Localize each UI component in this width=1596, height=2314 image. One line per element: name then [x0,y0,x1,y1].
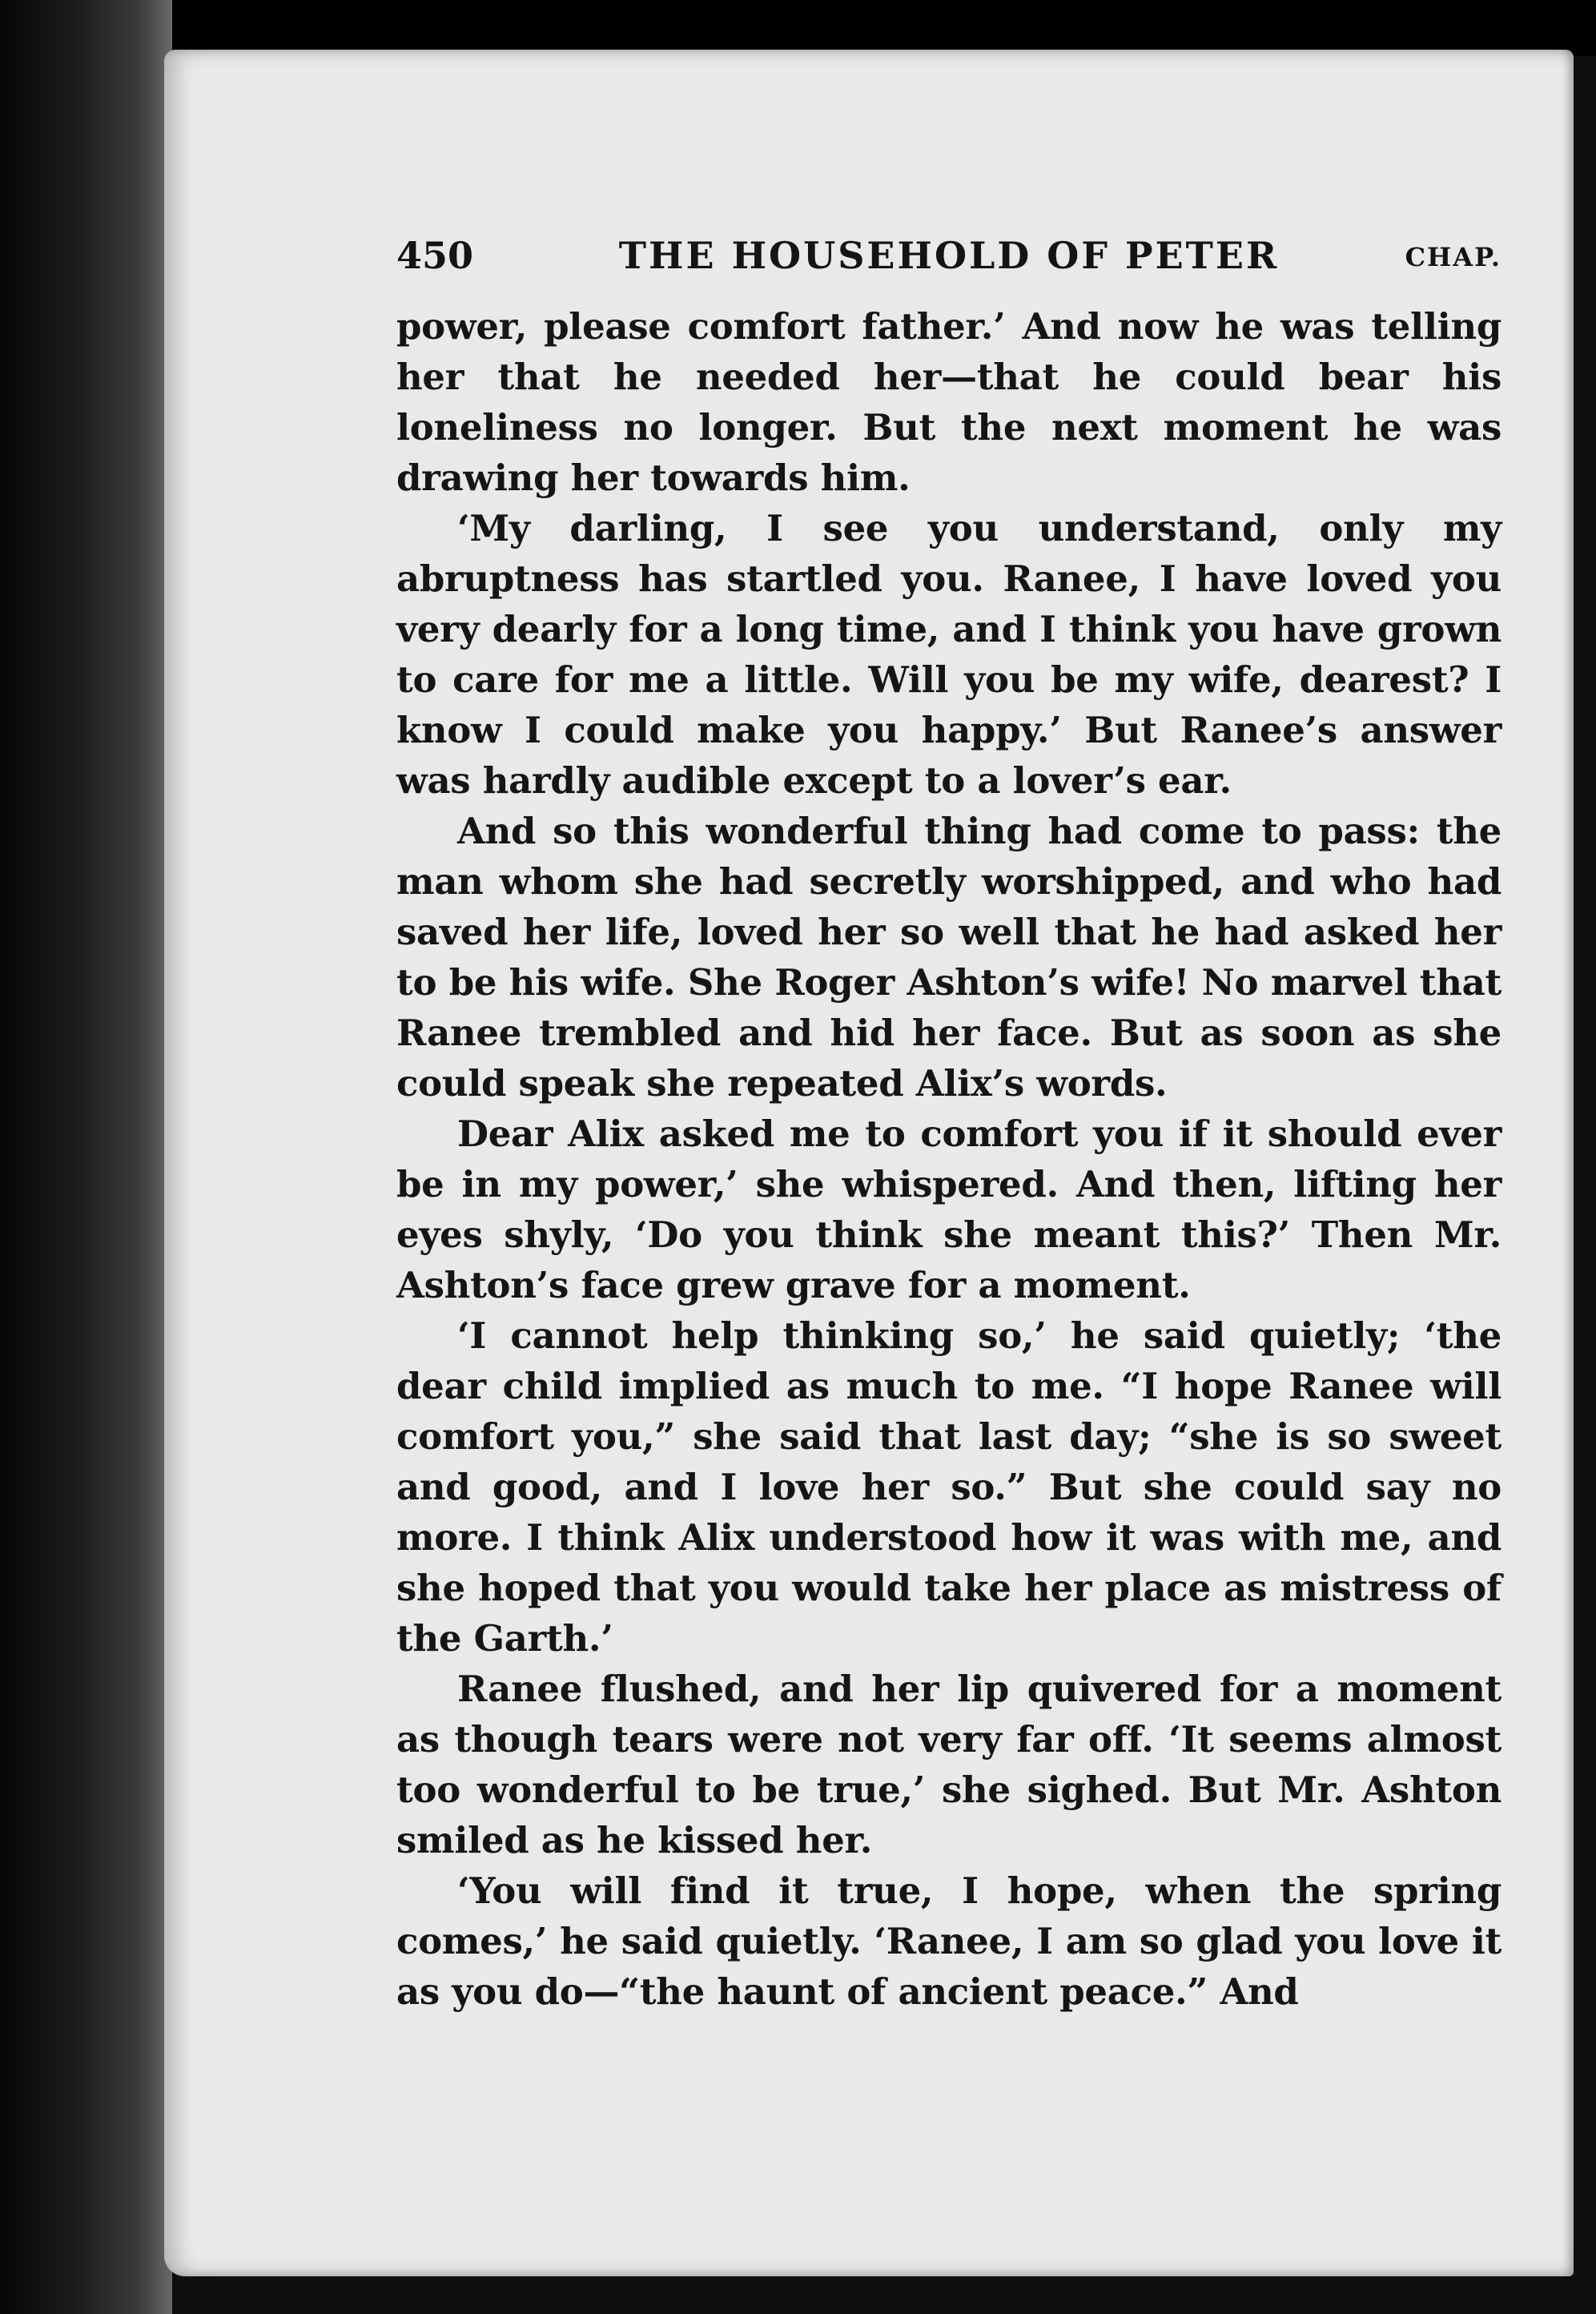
paragraph: ‘I cannot help thinking so,’ he said quietly; ‘the dear child implied as much to me. “I hope Ranee will comfort you,” she said that last day; “she is so sweet and good, and I love her so.” But she could say no more. I think Alix understood how it was with me, and she hoped that you would take her place as mistress of the Garth.’ [396,1314,1502,1660]
running-head-title: THE HOUSEHOLD OF PETER [618,234,1280,277]
book-page [164,50,1574,2276]
running-head-chapter: CHAP. [1405,242,1502,272]
scan-top-border [0,0,1596,56]
book-spine-shadow [0,0,172,2314]
page-number: 450 [396,234,474,277]
body-text [396,301,1502,2017]
paragraph: Dear Alix asked me to comfort you if it should ever be in my power,’ she whispered. And then, lifting her eyes shyly, ‘Do you think she meant this?’ Then Mr. Ashton’s face grew grave for a moment. [396,1113,1502,1306]
paragraph: ‘My darling, I see you understand, only my abruptness has startled you. Ranee, I have loved you very dearly for a long time, and I think you have grown to care for me a little. Will you be my wife, dearest? I know I could make you happy.’ But Ranee’s answer was hardly audible except to a lover’s ear. [396,507,1502,802]
running-head [396,226,1502,290]
page-content [396,226,1502,2017]
paragraph: ‘You will find it true, I hope, when the spring comes,’ he said quietly. ‘Ranee, I am so glad you love it as you do—“the haunt of ancient peace.” And [396,1869,1502,2013]
paragraph: Ranee flushed, and her lip quivered for a moment as though tears were not very far off. ‘It seems almost too wonderful to be true,’ she sighed. But Mr. Ashton smiled as he kissed her. [396,1668,1502,1861]
paragraph: power, please comfort father.’ And now he was telling her that he needed her—that he could bear his loneliness no longer. But the next moment he was drawing her towards him. [396,305,1502,499]
paragraph: And so this wonderful thing had come to pass: the man whom she had secretly worshipped, and who had saved her life, loved her so well that he had asked her to be his wife. She Roger Ashton’s wife! No marvel that Ranee trembled and hid her face. But as soon as she could speak she repeated Alix’s words. [396,810,1502,1105]
